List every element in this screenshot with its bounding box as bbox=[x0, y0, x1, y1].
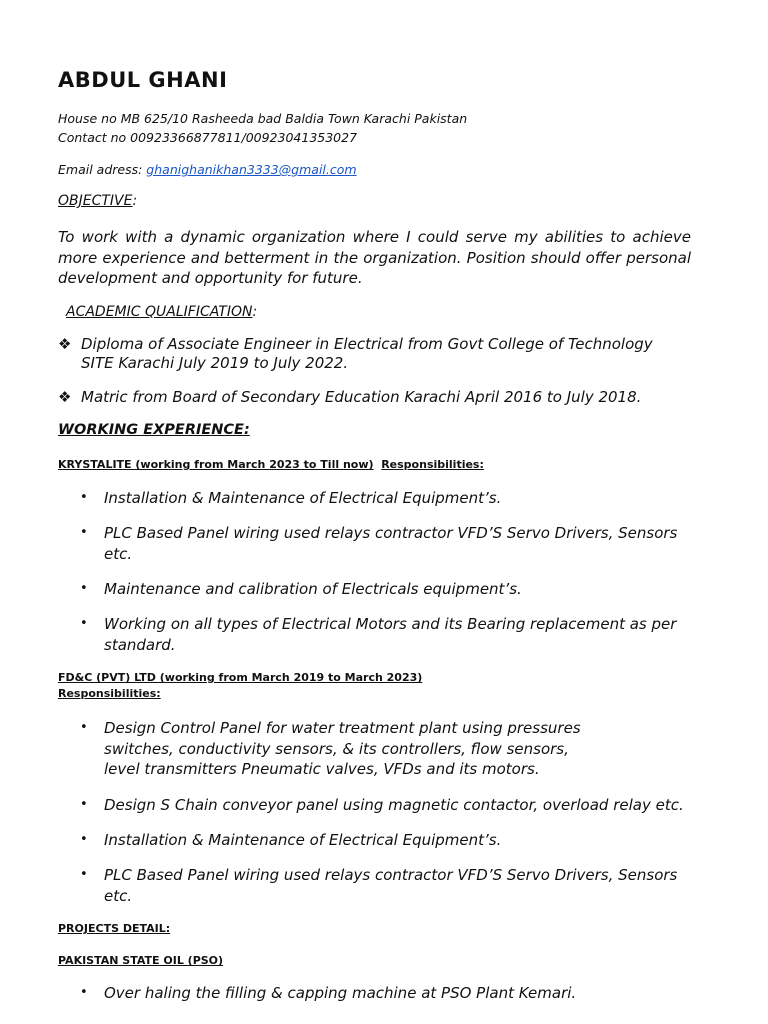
job2-item bbox=[80, 795, 692, 816]
projects-heading: PROJECTS DETAIL: bbox=[58, 922, 171, 935]
objective-text: To work with a dynamic organization where I could serve my abilities to achieve more experience and betterment in the organization. Position should offer personal development and opportunity for future. bbox=[58, 228, 691, 287]
job1-responsibilities-label: Responsibilities: bbox=[381, 458, 484, 471]
email-link[interactable]: ghanighanikhan3333@gmail.com bbox=[146, 162, 357, 177]
bullet-icon: • bbox=[80, 581, 88, 596]
email-line bbox=[58, 162, 357, 177]
job2-item-text: Installation & Maintenance of Electrical Equipment’s. bbox=[104, 831, 502, 849]
bullet-icon: • bbox=[80, 797, 88, 812]
job2-item bbox=[80, 718, 692, 780]
job2-item bbox=[80, 865, 692, 906]
academic-item bbox=[58, 388, 688, 407]
bullet-icon: • bbox=[80, 720, 88, 735]
academic-heading-text: ACADEMIC QUALIFICATION bbox=[66, 304, 253, 320]
job1-item bbox=[80, 523, 692, 564]
job1-item-text: PLC Based Panel wiring used relays contractor VFD’S Servo Drivers, Sensors etc. bbox=[104, 524, 678, 563]
job2-item-text: Design S Chain conveyor panel using magnetic contactor, overload relay etc. bbox=[104, 796, 684, 814]
objective-heading-text: OBJECTIVE bbox=[58, 193, 133, 209]
academic-item-text: Matric from Board of Secondary Education Karachi April 2016 to July 2018. bbox=[81, 388, 642, 406]
objective-colon: : bbox=[132, 193, 138, 209]
job1-item-text: Maintenance and calibration of Electricals equipment’s. bbox=[104, 580, 522, 598]
job1-header bbox=[58, 458, 484, 471]
work-experience-heading: WORKING EXPERIENCE: bbox=[58, 422, 250, 438]
job2-item bbox=[80, 830, 692, 851]
contact-line: Contact no 00923366877811/00923041353027 bbox=[58, 130, 358, 145]
project1-title: PAKISTAN STATE OIL (PSO) bbox=[58, 954, 224, 967]
address-line: House no MB 625/10 Rasheeda bad Baldia Town Karachi Pakistan bbox=[58, 111, 468, 126]
job1-item-text: Working on all types of Electrical Motors and its Bearing replacement as per standard. bbox=[104, 615, 677, 654]
job1-item-text: Installation & Maintenance of Electrical Equipment’s. bbox=[104, 489, 502, 507]
job2-company: FD&C (PVT) LTD (working from March 2019 to March 2023) bbox=[58, 671, 423, 684]
job1-item bbox=[80, 579, 692, 600]
bullet-icon: • bbox=[80, 616, 88, 631]
academic-colon: : bbox=[252, 304, 258, 320]
project1-item bbox=[80, 983, 692, 1004]
job1-item bbox=[80, 614, 692, 655]
job2-item-text: PLC Based Panel wiring used relays contractor VFD’S Servo Drivers, Sensors etc. bbox=[104, 866, 678, 905]
diamond-bullet-icon: ❖ bbox=[58, 335, 72, 353]
objective-heading bbox=[58, 193, 137, 209]
job2-responsibilities-label: Responsibilities: bbox=[58, 687, 161, 700]
job1-company: KRYSTALITE (working from March 2023 to Till now) bbox=[58, 458, 374, 471]
email-label: Email adress: bbox=[58, 162, 147, 177]
candidate-name: ABDUL GHANI bbox=[58, 68, 228, 92]
academic-item-text: Diploma of Associate Engineer in Electrical from Govt College of Technology SITE Karachi July 2019 to July 2022. bbox=[81, 335, 653, 372]
bullet-icon: • bbox=[80, 832, 88, 847]
bullet-icon: • bbox=[80, 985, 88, 1000]
project1-item-text: Over haling the filling & capping machine at PSO Plant Kemari. bbox=[104, 984, 577, 1002]
bullet-icon: • bbox=[80, 525, 88, 540]
bullet-icon: • bbox=[80, 490, 88, 505]
diamond-bullet-icon: ❖ bbox=[58, 388, 72, 406]
academic-heading bbox=[66, 304, 257, 320]
job2-item-text: Design Control Panel for water treatment plant using pressures switches, conductivity sensors, & its controllers, flow sensors, level transmitters Pneumatic valves, VFDs and its motors. bbox=[104, 719, 581, 778]
job1-item bbox=[80, 488, 692, 509]
bullet-icon: • bbox=[80, 867, 88, 882]
academic-item bbox=[58, 335, 688, 373]
